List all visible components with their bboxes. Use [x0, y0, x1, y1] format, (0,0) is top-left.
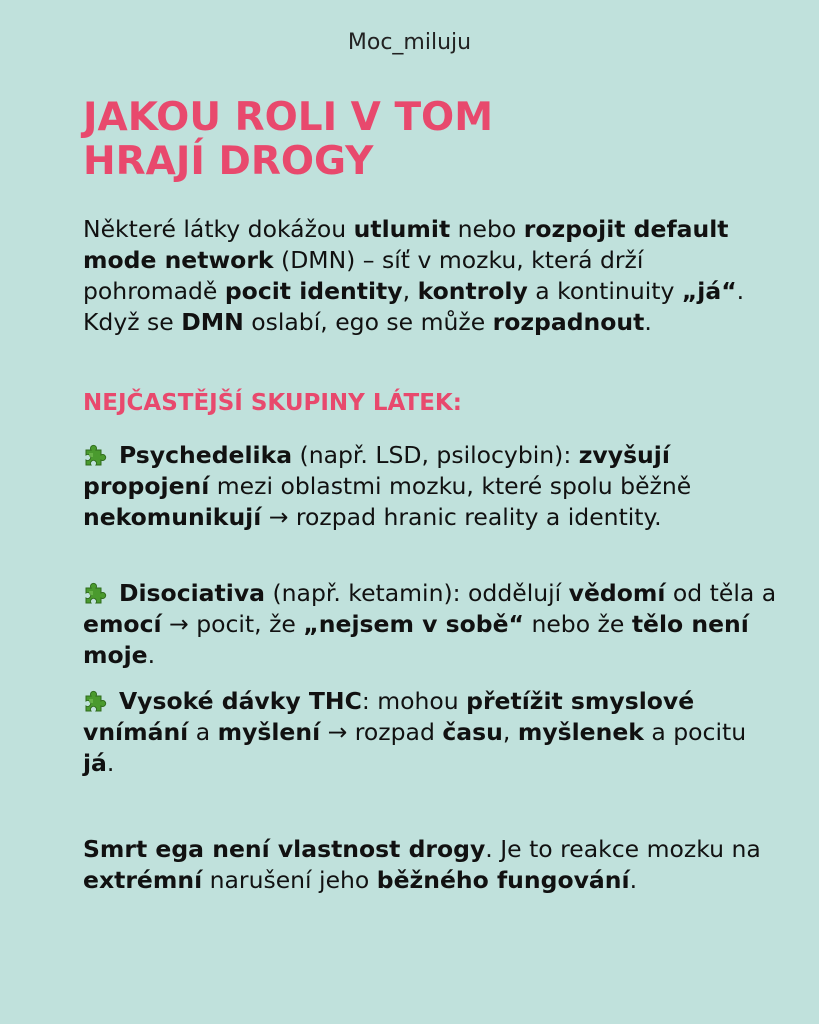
closing-paragraph	[83, 834, 783, 896]
text: → rozpad hranic reality a identity.	[261, 503, 662, 531]
bold-text: Psychedelika	[119, 441, 293, 469]
section-heading: NEJČASTĚJŠÍ SKUPINY LÁTEK:	[83, 390, 462, 416]
text: a kontinuity	[527, 277, 682, 305]
text: oslabí, ego se může	[243, 308, 493, 336]
text: a pocitu	[643, 718, 747, 746]
title-line-2: HRAJÍ DROGY	[83, 139, 374, 184]
account-handle: Moc_miluju	[347, 30, 472, 55]
page-title	[83, 96, 493, 184]
bold-text: myšlenek	[517, 718, 644, 746]
bold-text: zvyšují propojení	[83, 441, 670, 500]
text: . Je to reakce mozku na	[485, 835, 761, 863]
text: ,	[402, 277, 418, 305]
text: od těla a	[665, 579, 777, 607]
group-thc	[83, 686, 783, 779]
text: → rozpad	[320, 718, 443, 746]
text: . Když se	[83, 277, 745, 336]
text: a	[188, 718, 218, 746]
text: nebo	[450, 215, 524, 243]
puzzle-piece-icon	[83, 688, 109, 712]
text: nebo že	[523, 610, 632, 638]
text: .	[147, 641, 156, 669]
text: : mohou	[361, 687, 467, 715]
text: Některé látky dokážou	[83, 215, 354, 243]
bold-text: já	[83, 749, 107, 777]
text: narušení jeho	[202, 866, 377, 894]
text: → pocit, že	[161, 610, 304, 638]
bold-text: Disociativa	[119, 579, 266, 607]
title-line-1: JAKOU ROLI V TOM	[83, 95, 494, 140]
bold-text: kontroly	[417, 277, 528, 305]
bold-text: Vysoké dávky THC	[119, 687, 362, 715]
puzzle-piece-icon	[83, 580, 109, 604]
bold-text: emocí	[83, 610, 162, 638]
bold-text: DMN	[181, 308, 244, 336]
bold-text: extrémní	[83, 866, 203, 894]
bold-text: nekomunikují	[83, 503, 262, 531]
group-psychedelics	[83, 440, 783, 533]
text: .	[644, 308, 652, 336]
bold-text: pocit identity	[224, 277, 403, 305]
puzzle-piece-icon	[83, 442, 109, 466]
bold-text: Smrt ega není vlastnost drogy	[83, 835, 486, 863]
bold-text: běžného fungování	[376, 866, 630, 894]
bold-text: vědomí	[568, 579, 666, 607]
text: mezi oblastmi mozku, které spolu běžně	[209, 472, 692, 500]
group-dissociatives	[83, 578, 783, 671]
bold-text: přetížit smyslové vnímání	[83, 687, 695, 746]
bold-text: rozpojit default mode network	[83, 215, 729, 274]
bold-text: „nejsem v sobě“	[303, 610, 524, 638]
bold-text: času	[442, 718, 503, 746]
text: (např. LSD, psilocybin):	[292, 441, 579, 469]
text: (DMN) – síť v mozku, která drží pohromadě	[83, 246, 644, 305]
text: ,	[502, 718, 518, 746]
text: .	[106, 749, 115, 777]
bold-text: myšlení	[217, 718, 321, 746]
bold-text: utlumit	[353, 215, 451, 243]
bold-text: „já“	[681, 277, 737, 305]
bold-text: tělo není moje	[83, 610, 749, 669]
intro-paragraph	[83, 214, 783, 338]
text: .	[629, 866, 638, 894]
bold-text: rozpadnout	[492, 308, 645, 336]
text: (např. ketamin): oddělují	[265, 579, 569, 607]
